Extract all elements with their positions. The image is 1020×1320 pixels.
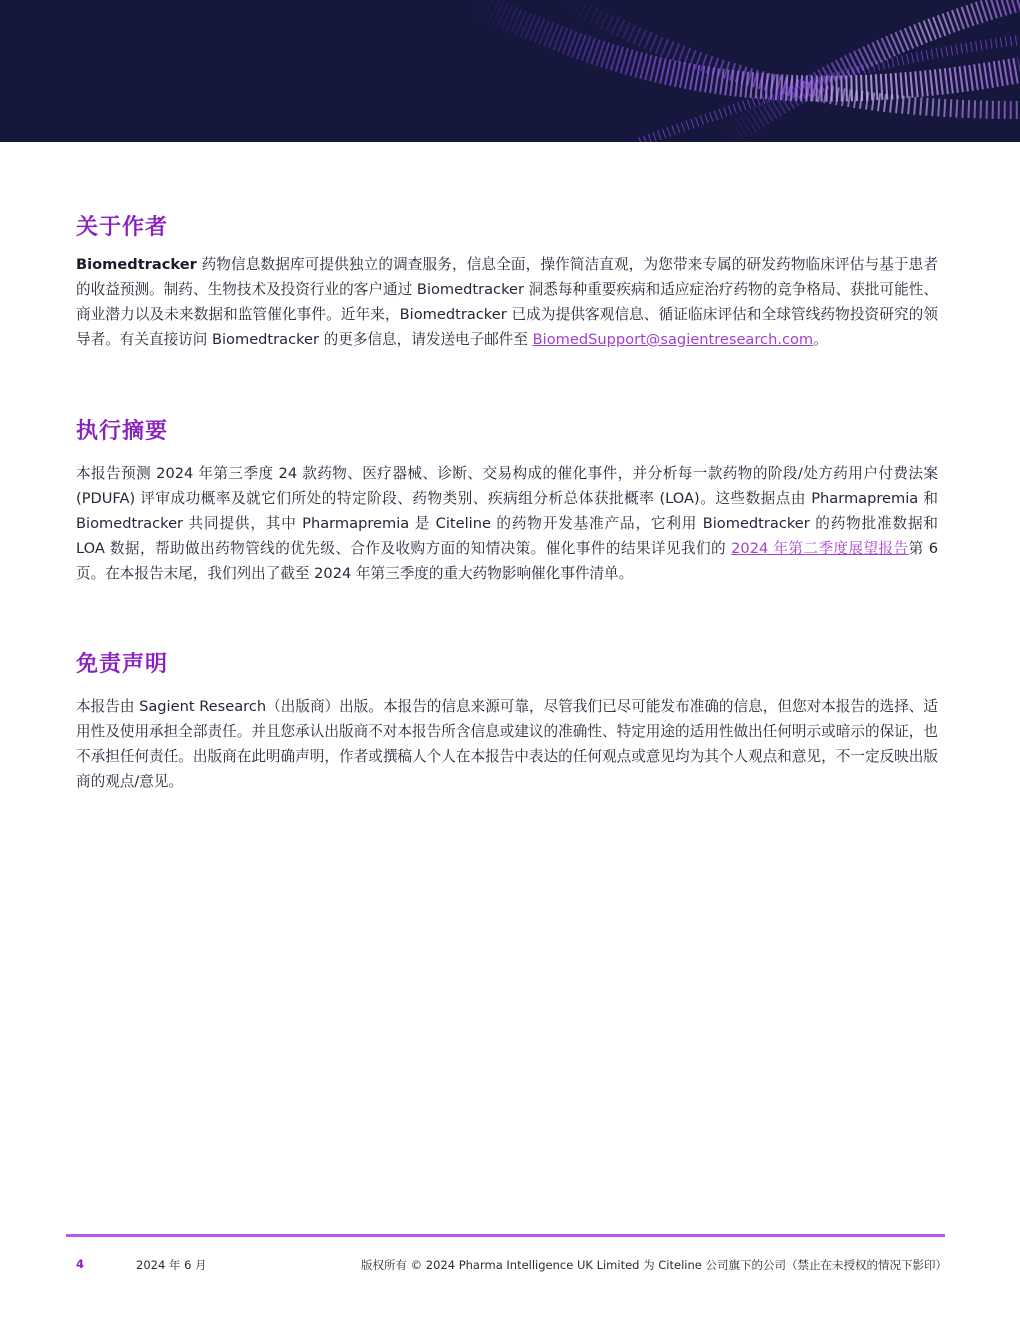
about-text: 药物信息数据库可提供独立的调查服务，信息全面，操作简洁直观，为您带来专属的研发药物临床评估与基于患者的收益预测。制药、生物技术及投资行业的客户通过 Biomedtracker 洞悉每种重要疾病和适应症治疗药物的竞争格局、获批可能性、商业潜力以及未来数据和监管催化事件。近年来，Biomedtracker 已成为提供客观信息、循证临床评估和全球管线药物投资研究的领导者。有关直接访问 Biomedtracker 的更多信息，请发送电子邮件至 — [76, 256, 938, 348]
footer-divider — [66, 1234, 945, 1237]
footer-copyright: 版权所有 © 2024 Pharma Intelligence UK Limited 为 Citeline 公司旗下的公司（禁止在未授权的情况下影印） — [360, 1258, 947, 1272]
header-banner — [0, 0, 1020, 142]
about-lead: Biomedtracker — [76, 256, 197, 273]
support-email-link[interactable]: BiomedSupport@sagientresearch.com — [532, 331, 814, 348]
q2-outlook-report-link[interactable]: 2024 年第二季度展望报告 — [731, 540, 909, 557]
summary-paragraph — [76, 461, 938, 586]
footer-date: 2024 年 6 月 — [136, 1258, 207, 1272]
page-number: 4 — [76, 1257, 85, 1271]
summary-text-before: 本报告预测 2024 年第三季度 24 款药物、医疗器械、诊断、交易构成的催化事件，并分析每一款药物的阶段/处方药用户付费法案 (PDUFA) 评审成功概率及就它们所处的特定阶段、药物类别、疾病组分析总体获批概率 (LOA)。这些数据点由 Pharmapremia 和 Biomedtracker 共同提供，其中 Pharmapremia 是 Citeline 的药物开发基准产品，它利用 Biomedtracker 的药物批准数据和 LOA 数据，帮助做出药物管线的优先级、合作及收购方面的知情决策。催化事件的结果详见我们的 — [76, 465, 938, 557]
disclaimer-paragraph: 本报告由 Sagient Research（出版商）出版。本报告的信息来源可靠，尽管我们已尽可能发布准确的信息，但您对本报告的选择、适用性及使用承担全部责任。并且您承认出版商不对本报告所含信息或建议的准确性、特定用途的适用性做出任何明示或暗示的保证，也不承担任何责任。出版商在此明确声明，作者或撰稿人个人在本报告中表达的任何观点或意见均为其个人观点和意见，不一定反映出版商的观点/意见。 — [76, 698, 938, 790]
disclaimer-title: 免责声明 — [76, 652, 169, 677]
about-paragraph — [76, 252, 938, 352]
summary-text-after: 第 6 页。在本报告末尾，我们列出了截至 2024 年第三季度的重大药物影响催化事件清单。 — [76, 540, 938, 582]
particle-wave-graphic — [0, 0, 1020, 142]
about-end: 。 — [813, 331, 828, 348]
summary-title: 执行摘要 — [76, 419, 169, 444]
about-title: 关于作者 — [76, 215, 169, 240]
